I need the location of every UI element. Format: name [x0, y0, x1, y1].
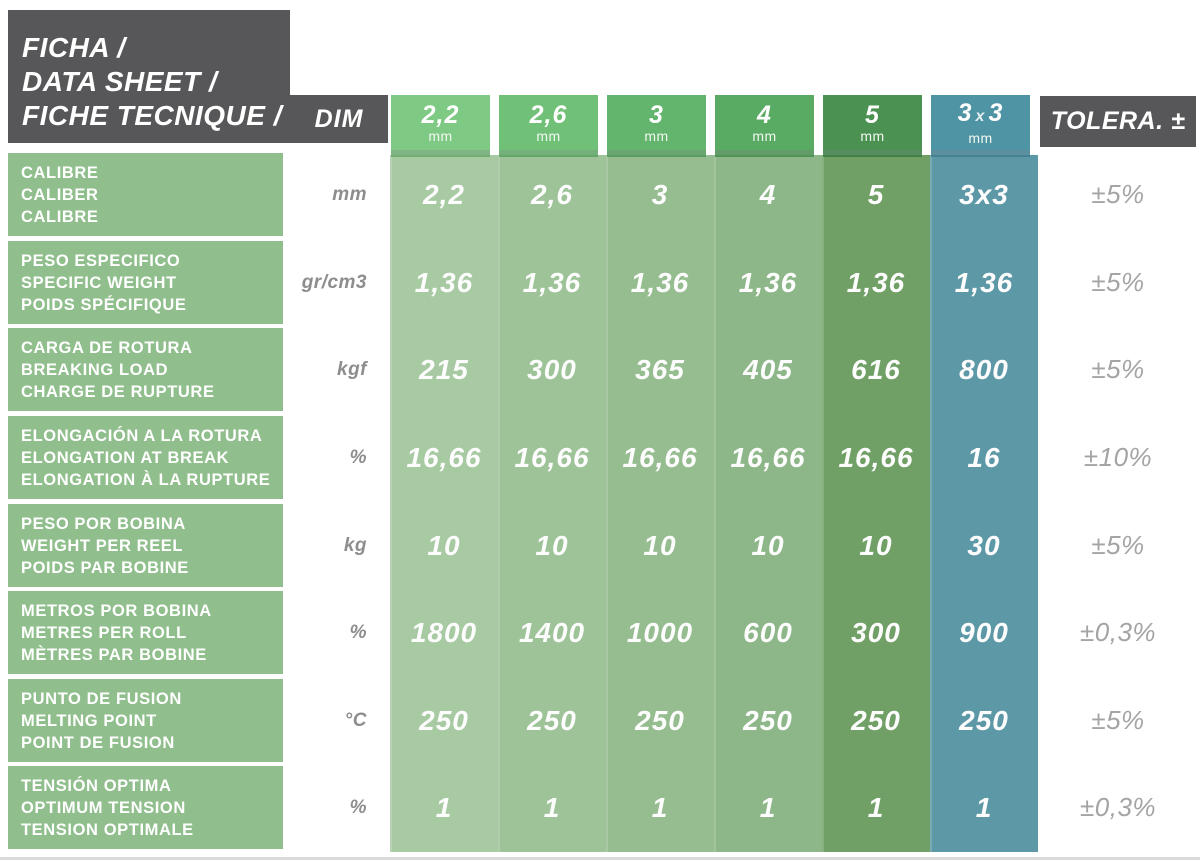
column-header-unit-label: mm: [860, 127, 885, 144]
row-label-line: MÈTRES PAR BOBINE: [21, 646, 207, 664]
value-cell: 10: [535, 530, 569, 561]
value-cell: 1: [435, 792, 453, 823]
row-label-line: METROS POR BOBINA: [21, 602, 212, 620]
column-header-size-part: 3: [957, 98, 973, 127]
value-cell: 16,66: [730, 442, 806, 473]
title-block: [8, 10, 290, 143]
value-cell: 250: [851, 705, 901, 736]
column-header-unit-label: mm: [536, 127, 561, 144]
row-unit: %: [349, 621, 367, 643]
title-line-es: FICHA /: [22, 32, 126, 63]
value-cell: 900: [959, 617, 1009, 648]
column-header-5mm: [823, 95, 922, 150]
value-cell: 10: [427, 530, 461, 561]
value-cell: 365: [635, 354, 685, 385]
row-label: [8, 416, 283, 499]
row-label: [8, 328, 283, 411]
value-cell: 215: [419, 354, 469, 385]
row-label-line: PUNTO DE FUSION: [21, 690, 182, 708]
value-cell: 1: [651, 792, 669, 823]
row-label-line: OPTIMUM TENSION: [21, 799, 186, 817]
column-header-3mm: [607, 95, 706, 150]
value-cell: 2,6: [531, 179, 573, 210]
bottom-divider: [0, 857, 1200, 860]
row-tolerance: ±5%: [1091, 705, 1145, 735]
value-cell: 1: [759, 792, 777, 823]
column-header-size-part: 3: [649, 100, 664, 129]
value-cell: 4: [759, 179, 777, 210]
value-cell: 1,36: [954, 267, 1014, 298]
title-line-fr: FICHE TECNIQUE /: [22, 100, 283, 131]
value-cell: 405: [743, 354, 793, 385]
row-label-line: TENSIÓN OPTIMA: [21, 777, 172, 795]
value-cell: 3x3: [959, 179, 1009, 210]
row-unit: %: [349, 796, 367, 818]
value-cell: 300: [851, 617, 901, 648]
value-cell: 250: [527, 705, 577, 736]
row-tolerance: ±0,3%: [1079, 792, 1157, 822]
value-cell: 30: [967, 530, 1001, 561]
value-cell: 10: [643, 530, 677, 561]
column-header-size-label: [422, 102, 460, 128]
row-label: [8, 153, 283, 236]
column-header-unit-label: mm: [644, 127, 669, 144]
column-header-size-part: 2,2: [421, 100, 460, 129]
title-line-en: DATA SHEET /: [22, 66, 218, 97]
row-unit: kg: [343, 534, 367, 556]
column-header-size-label: [958, 100, 1004, 130]
row-label-line: SPECIFIC WEIGHT: [21, 274, 177, 292]
value-cell: 300: [527, 354, 577, 385]
row-label-line: CALIBER: [21, 186, 99, 204]
value-cell: 5: [867, 179, 885, 210]
value-cell: 600: [743, 617, 793, 648]
value-cell: 1,36: [414, 267, 474, 298]
column-header-unit-label: mm: [968, 129, 993, 146]
value-cell: 16,66: [622, 442, 698, 473]
column-header-size-part: 4: [757, 100, 772, 129]
tolerance-column-header: TOLERA. ±: [1040, 96, 1196, 147]
row-label-line: TENSION OPTIMALE: [21, 821, 194, 839]
row-label-line: ELONGATION À LA RUPTURE: [21, 471, 271, 489]
row-label: [8, 591, 283, 674]
row-tolerance: ±10%: [1083, 442, 1153, 472]
column-header-unit-label: mm: [752, 127, 777, 144]
value-cell: 16,66: [514, 442, 590, 473]
value-cell: 16,66: [406, 442, 482, 473]
row-label: [8, 241, 283, 324]
value-cell: 1,36: [738, 267, 798, 298]
row-label-line: WEIGHT PER REEL: [21, 537, 184, 555]
value-cell: 1: [975, 792, 993, 823]
row-unit: °C: [344, 709, 367, 731]
row-label-line: METRES PER ROLL: [21, 624, 187, 642]
row-label: [8, 766, 283, 849]
dim-column-header: DIM: [290, 95, 388, 143]
column-header-2,6mm: [499, 95, 598, 150]
value-cell: 10: [751, 530, 785, 561]
value-cell: 1800: [410, 617, 478, 648]
value-cell: 250: [959, 705, 1009, 736]
value-cell: 1: [867, 792, 885, 823]
value-cell: 16,66: [838, 442, 914, 473]
column-header-size-part: 2,6: [529, 100, 568, 129]
row-label-line: POIDS SPÉCIFIQUE: [21, 296, 187, 314]
column-header-size-part: 3: [988, 98, 1004, 127]
value-cell: 616: [851, 354, 901, 385]
row-tolerance: ±5%: [1091, 354, 1145, 384]
column-header-size-part: x: [975, 107, 986, 125]
row-label-line: CALIBRE: [21, 208, 99, 226]
row-label: [8, 679, 283, 762]
value-cell: 10: [859, 530, 893, 561]
row-tolerance: ±5%: [1091, 267, 1145, 297]
row-label-line: BREAKING LOAD: [21, 361, 169, 379]
value-cell: 1,36: [630, 267, 690, 298]
row-label-line: CALIBRE: [21, 164, 99, 182]
row-tolerance: ±5%: [1091, 530, 1145, 560]
row-label-line: CARGA DE ROTURA: [21, 339, 193, 357]
column-header-size-label: [865, 102, 880, 128]
value-cell: 250: [419, 705, 469, 736]
row-unit: mm: [332, 183, 367, 205]
value-cell: 250: [635, 705, 685, 736]
value-cell: 1,36: [846, 267, 906, 298]
value-cell: 16: [967, 442, 1001, 473]
row-unit: %: [349, 446, 367, 468]
column-header-size-label: [757, 102, 772, 128]
column-header-size-part: 5: [865, 100, 880, 129]
value-cell: 250: [743, 705, 793, 736]
row-unit: gr/cm3: [301, 271, 367, 293]
column-header-3x3mm: [931, 95, 1030, 150]
row-tolerance: ±0,3%: [1079, 617, 1157, 647]
value-cell: 3: [651, 179, 669, 210]
row-label-line: ELONGACIÓN A LA ROTURA: [21, 427, 263, 445]
row-tolerance: ±5%: [1091, 179, 1145, 209]
value-cell: 2,2: [423, 179, 465, 210]
column-header-size-label: [649, 102, 664, 128]
value-cell: 1000: [626, 617, 694, 648]
column-header-4mm: [715, 95, 814, 150]
row-label-line: PESO ESPECIFICO: [21, 252, 181, 270]
row-label-line: POIDS PAR BOBINE: [21, 559, 189, 577]
row-label-line: PESO POR BOBINA: [21, 515, 186, 533]
row-label-line: POINT DE FUSION: [21, 734, 175, 752]
column-header-size-label: [530, 102, 568, 128]
row-label-line: CHARGE DE RUPTURE: [21, 383, 215, 401]
row-label: [8, 504, 283, 587]
row-unit: kgf: [337, 358, 367, 380]
column-header-unit-label: mm: [428, 127, 453, 144]
column-header-2,2mm: [391, 95, 490, 150]
value-cell: 1,36: [522, 267, 582, 298]
value-cell: 800: [959, 354, 1009, 385]
value-cell: 1400: [518, 617, 586, 648]
row-label-line: ELONGATION AT BREAK: [21, 449, 230, 467]
value-cell: 1: [543, 792, 561, 823]
row-label-line: MELTING POINT: [21, 712, 157, 730]
